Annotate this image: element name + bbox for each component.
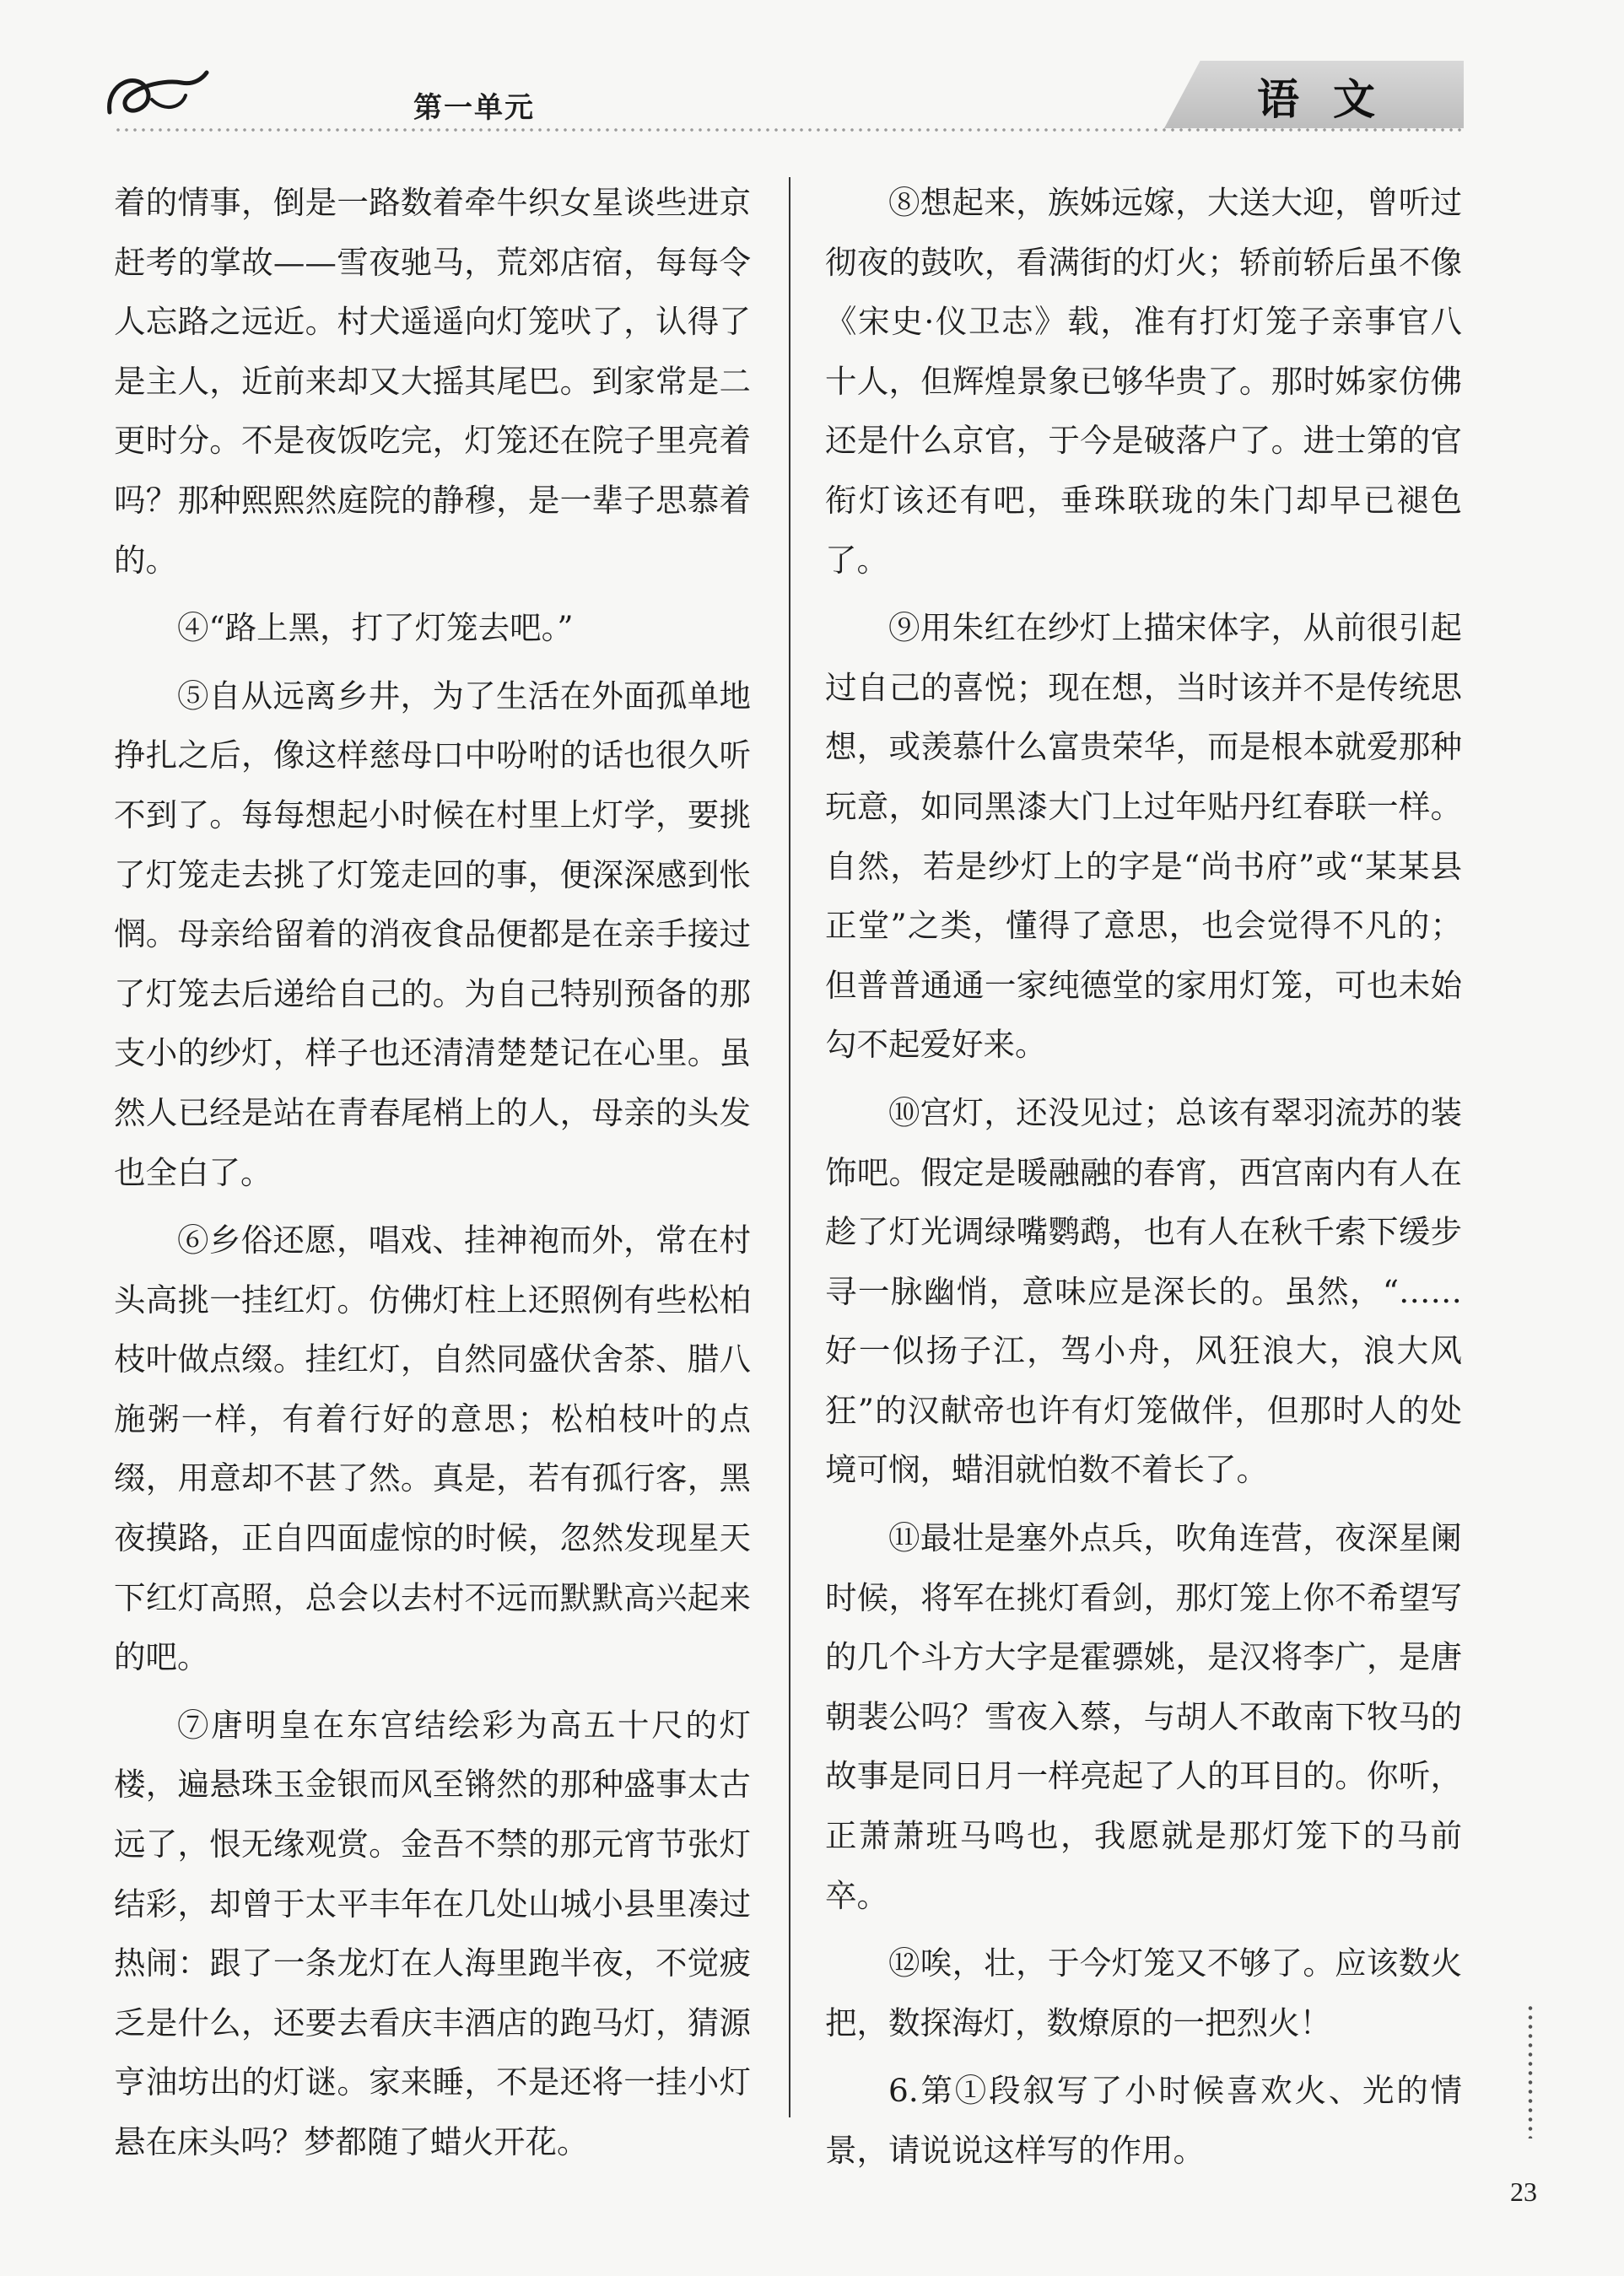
unit-title: 第一单元 (413, 91, 535, 125)
paragraph: ⑥乡俗还愿，唱戏、挂神袍而外，常在村头高挑一挂红灯。仿佛灯柱上还照例有些松柏枝叶做点缀。挂红灯，自然同盛伏舍茶、腊八施粥一样，有着行好的意思；松柏枝叶的点缀，用意却不甚了然。真是，若有孤行客，黑夜摸路，正自四面虚惊的时候，忽然发现星天下红灯高照，总会以去村不远而默默高兴起来的吧。 (114, 1222, 751, 1676)
paragraph: ⑧想起来，族姊远嫁，大送大迎，曾听过彻夜的鼓吹，看满街的灯火；轿前轿后虽不像《宋史·仪卫志》载，准有打灯笼子亲事官八十人，但辉煌景象已够华贵了。那时姊家仿佛还是什么京官，于今是破落户了。进士第的官衔灯该还有吧，垂珠联珑的朱门却早已褪色了。 (825, 184, 1462, 579)
left-column (114, 173, 751, 2181)
paragraph: ⑦唐明皇在东宫结绘彩为高五十尺的灯楼，遍悬珠玉金银而风至锵然的那种盛事太古远了，恨无缘观赏。金吾不禁的那元宵节张灯结彩，却曾于太平丰年在几处山城小县里凑过热闹：跟了一条龙灯在人海里跑半夜，不觉疲乏是什么，还要去看庆丰酒店的跑马灯，猜源亨油坊出的灯谜。家来睡，不是还将一挂小灯悬在床头吗？梦都随了蜡火开花。 (114, 1706, 751, 2160)
question-6: 6.第①段叙写了小时候喜欢火、光的情景，请说说这样写的作用。 (825, 2072, 1462, 2169)
paragraph: 着的情事，倒是一路数着牵牛织女星谈些进京赶考的掌故——雪夜驰马，荒郊店宿，每每令人忘路之远近。村犬遥遥向灯笼吠了，认得了是主人，近前来却又大摇其尾巴。到家常是二更时分。不是夜饭吃完，灯笼还在院子里亮着吗？那种熙熙然庭院的静穆，是一辈子思慕着的。 (114, 184, 751, 579)
column-divider (789, 177, 790, 2117)
swirl-logo-icon (101, 66, 211, 125)
page-number: 23 (1510, 2176, 1537, 2207)
paragraph: ⑫唉，壮，于今灯笼又不够了。应该数火把，数探海灯，数燎原的一把烈火！ (825, 1944, 1462, 2041)
page-header (0, 0, 1624, 143)
paragraph: ⑩宫灯，还没见过；总该有翠羽流苏的装饰吧。假定是暖融融的春宵，西宫南内有人在趁了灯光调绿嘴鹦鹉，也有人在秋千索下缓步寻一脉幽悄，意味应是深长的。虽然，“……好一似扬子江，驾小舟，风狂浪大，浪大风狂”的汉献帝也许有灯笼做伴，但那时人的处境可悯，蜡泪就怕数不着长了。 (825, 1093, 1462, 1489)
paragraph: ⑨用朱红在纱灯上描宋体字，从前很引起过自己的喜悦；现在想，当时该并不是传统思想，或羡慕什么富贵荣华，而是根本就爱那种玩意，如同黑漆大门上过年贴丹红春联一样。自然，若是纱灯上的字是“尚书府”或“某某县正堂”之类，懂得了意思，也会觉得不凡的；但普普通通一家纯德堂的家用灯笼，可也未始勾不起爱好来。 (825, 609, 1462, 1064)
paragraph: ④“路上黑，打了灯笼去吧。” (177, 609, 574, 647)
paragraph: ⑤自从远离乡井，为了生活在外面孤单地挣扎之后，像这样慈母口中吩咐的话也很久听不到了。每每想起小时候在村里上灯学，要挑了灯笼走去挑了灯笼走回的事，便深深感到怅惘。母亲给留着的消夜食品便都是在亲手接过了灯笼去后递给自己的。为自己特别预备的那支小的纱灯，样子也还清清楚楚记在心里。虽然人已经是站在青春尾梢上的人，母亲的头发也全白了。 (114, 677, 751, 1191)
side-dotted-rule (1527, 2004, 1534, 2138)
right-column (825, 173, 1462, 2189)
subject-title: 语文 (1257, 74, 1409, 124)
paragraph: ⑪最壮是塞外点兵，吹角连营，夜深星阑时候，将军在挑灯看剑，那灯笼上你不希望写的几个斗方大字是霍骠姚，是汉将李广，是唐朝裴公吗？雪夜入蔡，与胡人不敢南下牧马的故事是同日月一样亮起了人的耳目的。你听，正萧萧班马鸣也，我愿就是那灯笼下的马前卒。 (825, 1519, 1462, 1914)
header-dotted-rule (114, 127, 1464, 133)
